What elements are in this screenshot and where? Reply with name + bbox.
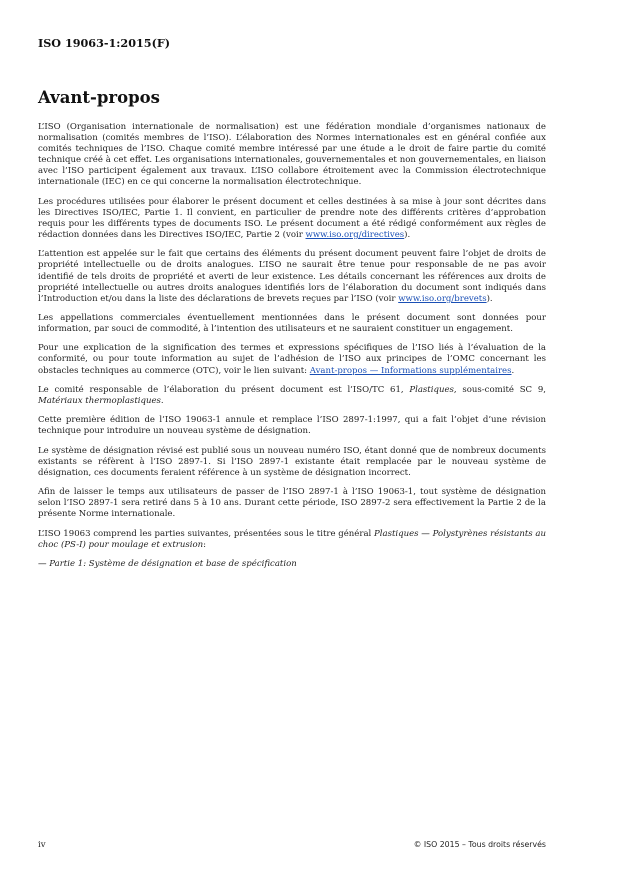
paragraph-1: L’ISO (Organisation internationale de normalisation) est une fédération mondiale d’organismes nationaux de normalisation (comités membres de l’ISO). L’élaboration des Normes internationales est en général confiée aux comités techniques de l’ISO. Chaque comité membre intéressé par une étude a le droit de faire partie du comité technique créé à cet effet. Les organisations internationales, gouvernementales et non gouvernementales, en liaison avec l’ISO participent également aux travaux. L’ISO collabore étroitement avec la Commission électrotechnique internationale (IEC) en ce qui concerne la normalisation électrotechnique. bbox=[38, 122, 546, 188]
page-number: iv bbox=[38, 840, 46, 850]
paragraph-2-end: ). bbox=[404, 230, 411, 241]
paragraph-5-end: . bbox=[511, 365, 515, 376]
paragraph-5 bbox=[38, 343, 546, 376]
document-id-header: ISO 19063-1:2015(F) bbox=[38, 36, 171, 50]
copyright-notice: © ISO 2015 – Tous droits réservés bbox=[413, 840, 546, 849]
paragraph-10-italic: Plastiques — Polystyrènes résistants au choc (PS-I) pour moulage et extrusion bbox=[38, 528, 547, 550]
foreword-info-link[interactable]: Avant-propos — Informations supplémentaires bbox=[309, 365, 512, 376]
paragraph-2-text: Les procédures utilisées pour élaborer le présent document et celles destinées à sa mise à jour sont décrites dans les Directives ISO/IEC, Partie 1. Il convient, en particulier de prendre note des différents critères d’approbation requis pour les différents types de documents ISO. Le présent document a été rédigé conformément aux règles de rédaction données dans les Directives ISO/IEC, Partie 2 (voir bbox=[38, 196, 546, 241]
paragraph-6-text: Le comité responsable de l’élaboration du présent document est l’ISO/TC 61, bbox=[38, 384, 410, 395]
paragraph-6 bbox=[38, 385, 546, 407]
paragraph-8: Le système de désignation révisé est publié sous un nouveau numéro ISO, étant donné que de nombreux documents existants se réfèrent à l’ISO 2897-1. Si l’ISO 2897-1 existante était remplacée par le nouveau système de désignation, ces documents feraient référence à un système de désignation incorrect. bbox=[38, 445, 546, 478]
paragraph-10 bbox=[38, 529, 546, 551]
paragraph-10-end: : bbox=[203, 539, 207, 550]
paragraph-3 bbox=[38, 249, 546, 304]
paragraph-7: Cette première édition de l’ISO 19063-1 annule et remplace l’ISO 2897-1:1997, qui a fait l’objet d’une révision technique pour introduire un nouveau système de désignation. bbox=[38, 415, 546, 437]
paragraph-4: Les appellations commerciales éventuellement mentionnées dans le présent document sont données pour information, par souci de commodité, à l’intention des utilisateurs et ne sauraient constituer un engagement. bbox=[38, 312, 546, 335]
paragraph-2 bbox=[38, 197, 546, 241]
list-item: — Partie 1: Système de désignation et base de spécification bbox=[38, 558, 297, 569]
page-title: Avant-propos bbox=[38, 88, 160, 107]
paragraph-5-text: Pour une explication de la signification des termes et expressions spécifiques de l’ISO liés à l’évaluation de la conformité, ou pour toute information au sujet de l’adhésion de l’ISO aux principes de l’OMC concernant les obstacles techniques au commerce (OTC), voir le lien suivant: bbox=[38, 343, 546, 376]
paragraph-6-mid: , sous-comité SC 9, bbox=[453, 384, 546, 395]
paragraph-6-italic-1: Plastiques bbox=[409, 384, 454, 395]
paragraph-3-text: L’attention est appelée sur le fait que certains des éléments du présent document peuvent faire l’objet de droits de propriété intellectuelle ou de droits analogues. L’ISO ne saurait être tenue pour responsable de ne pas avoir identifié de tels droits de propriété et averti de leur existence. Les détails concernant les références aux droits de propriété intellectuelle ou autres droits analogues identifiés lors de l’élaboration du document sont indiqués dans l’Introduction et/ou dans la liste des déclarations de brevets reçues par l’ISO (voir bbox=[38, 249, 546, 304]
paragraph-6-end: . bbox=[160, 395, 164, 406]
paragraph-9: Afin de laisser le temps aux utilisateurs de passer de l’ISO 2897-1 à l’ISO 19063-1, tout système de désignation selon l’ISO 2897-1 sera retiré dans 5 à 10 ans. Durant cette période, ISO 2897-2 sera effectivement la Partie 2 de la présente Norme internationale. bbox=[38, 487, 546, 520]
paragraph-3-end: ). bbox=[486, 293, 493, 304]
paragraph-10-text: L’ISO 19063 comprend les parties suivantes, présentées sous le titre général bbox=[38, 528, 375, 539]
directives-link[interactable]: www.iso.org/directives bbox=[305, 230, 405, 241]
brevets-link[interactable]: www.iso.org/brevets bbox=[398, 293, 487, 304]
paragraph-6-italic-2: Matériaux thermoplastiques bbox=[38, 395, 161, 406]
foreword-body bbox=[38, 122, 546, 578]
